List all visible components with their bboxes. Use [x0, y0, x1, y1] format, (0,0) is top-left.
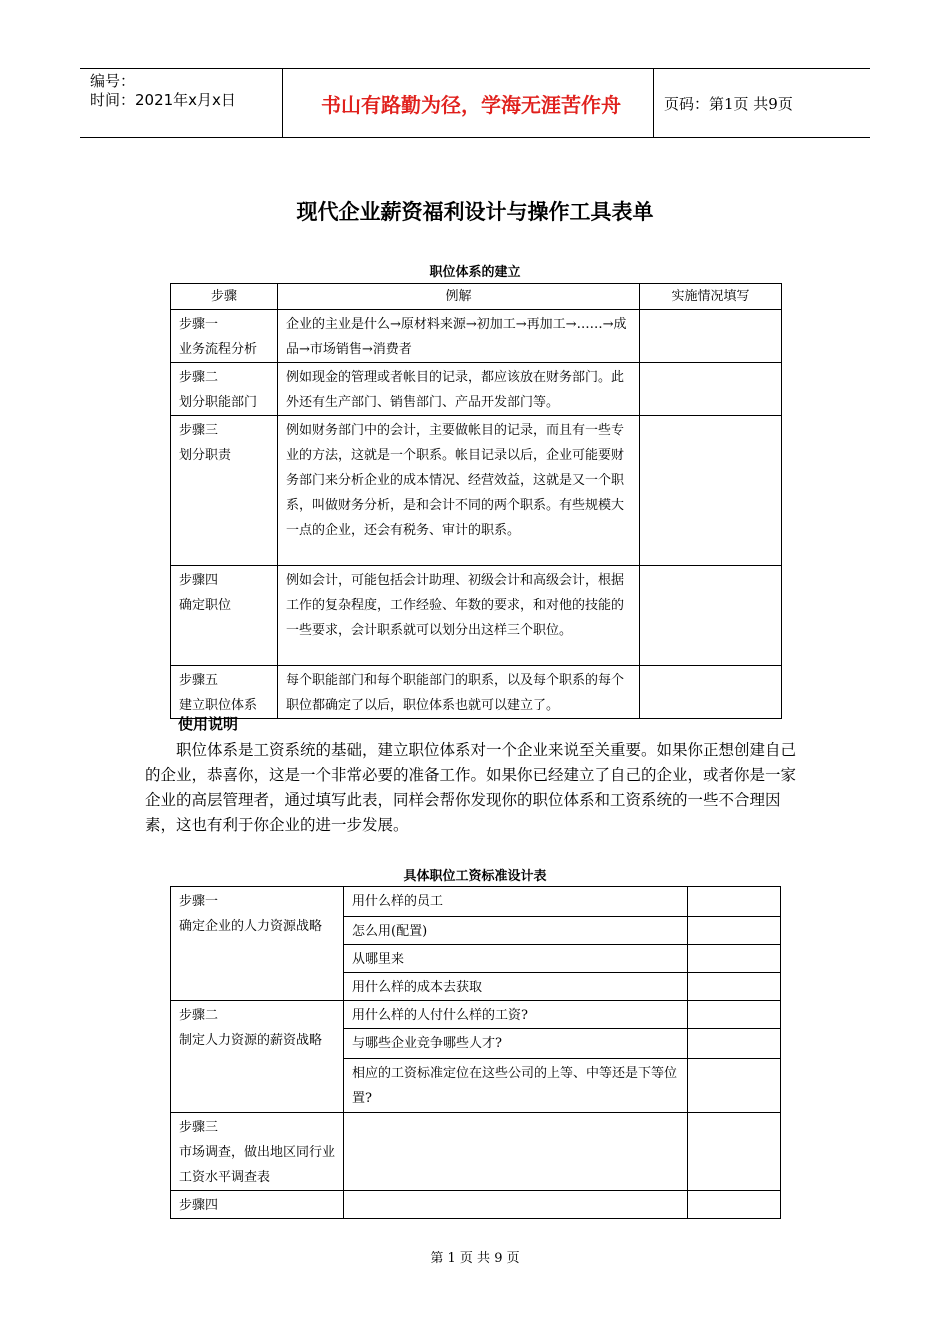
fill-cell[interactable] [688, 1059, 781, 1113]
fill-cell[interactable] [640, 566, 782, 666]
step-description: 确定企业的人力资源战略 [179, 919, 323, 934]
step-description: 划分职能部门 [179, 395, 258, 410]
item-cell: 用什么样的员工 [344, 887, 688, 917]
table-row [171, 1113, 781, 1191]
fill-cell[interactable] [688, 945, 781, 973]
example-cell: 例如财务部门中的会计，主要做帐目的记录，而且有一些专业的方法，这就是一个职系。帐目记录以后，企业可能要财务部门来分析企业的成本情况、经营效益，这就是又一个职系，叫做财务分析，是和会计不同的两个职系。有些规模大一点的企业，还会有税务、审计的职系。 [278, 416, 640, 566]
column-header-fill: 实施情况填写 [640, 284, 782, 310]
step-label: 步骤一 [179, 317, 219, 332]
item-cell [344, 1191, 688, 1219]
table-row [171, 666, 782, 719]
example-cell: 企业的主业是什么→原材料来源→初加工→再加工→……→成品→市场销售→消费者 [278, 310, 640, 363]
step-description: 业务流程分析 [179, 342, 258, 357]
fill-cell[interactable] [688, 1191, 781, 1219]
header-page-info: 页码：第1页 共9页 [664, 95, 793, 113]
item-cell [344, 1113, 688, 1191]
step-cell [171, 566, 278, 666]
step-label: 步骤四 [179, 573, 219, 588]
example-cell: 例如会计，可能包括会计助理、初级会计和高级会计，根据工作的复杂程度，工作经验、年数的要求，和对他的技能的一些要求，会计职系就可以划分出这样三个职位。 [278, 566, 640, 666]
fill-cell[interactable] [640, 310, 782, 363]
page-header [80, 68, 870, 138]
item-cell: 用什么样的人付什么样的工资? [344, 1001, 688, 1029]
step-description: 市场调查，做出地区同行业工资水平调查表 [179, 1145, 336, 1185]
step-label: 步骤三 [179, 423, 219, 438]
example-cell: 每个职能部门和每个职能部门的职系，以及每个职系的每个职位都确定了以后，职位体系也就可以建立了。 [278, 666, 640, 719]
step-cell [171, 310, 278, 363]
usage-heading: 使用说明 [178, 715, 239, 733]
step-label: 步骤三 [179, 1120, 219, 1135]
step-description: 建立职位体系 [179, 698, 258, 713]
salary-standard-table [170, 886, 781, 1219]
column-header-step: 步骤 [171, 284, 278, 310]
fill-cell[interactable] [688, 1001, 781, 1029]
column-header-example: 例解 [278, 284, 640, 310]
table2-caption: 具体职位工资标准设计表 [403, 869, 547, 884]
item-cell: 怎么用(配置) [344, 917, 688, 945]
usage-paragraph: 职位体系是工资系统的基础，建立职位体系对一个企业来说至关重要。如果你正想创建自己的企业，恭喜你，这是一个非常必要的准备工作。如果你已经建立了自己的企业，或者你是一家企业的高层管理者，通过填写此表，同样会帮你发现你的职位体系和工资系统的一些不合理因素，这也有利于你企业的进一步发展。 [145, 741, 797, 834]
item-cell: 相应的工资标准定位在这些公司的上等、中等还是下等位置? [344, 1059, 688, 1113]
step-cell [171, 887, 344, 1001]
step-label: 步骤二 [179, 1008, 219, 1023]
table-row [171, 1191, 781, 1219]
fill-cell[interactable] [640, 666, 782, 719]
fill-cell[interactable] [688, 887, 781, 917]
item-cell: 从哪里来 [344, 945, 688, 973]
step-cell [171, 1001, 344, 1113]
fill-cell[interactable] [640, 363, 782, 416]
document-title: 现代企业薪资福利设计与操作工具表单 [296, 200, 654, 224]
table-row [171, 310, 782, 363]
fill-cell[interactable] [688, 917, 781, 945]
step-description: 制定人力资源的薪资战略 [179, 1033, 323, 1048]
header-motto-cell [282, 69, 654, 137]
step-cell [171, 416, 278, 566]
table-row [171, 566, 782, 666]
table1-caption: 职位体系的建立 [429, 265, 521, 280]
header-number: 编号： [90, 72, 136, 90]
item-cell: 用什么样的成本去获取 [344, 973, 688, 1001]
step-label: 步骤二 [179, 370, 219, 385]
example-cell: 例如现金的管理或者帐目的记录，都应该放在财务部门。此外还有生产部门、销售部门、产品开发部门等。 [278, 363, 640, 416]
header-time: 时间：2021年x月x日 [90, 91, 236, 109]
step-label: 步骤五 [179, 673, 219, 688]
step-cell [171, 363, 278, 416]
fill-cell[interactable] [688, 1113, 781, 1191]
header-motto: 书山有路勤为径，学海无涯苦作舟 [321, 92, 621, 117]
fill-cell[interactable] [640, 416, 782, 566]
header-meta [80, 69, 282, 137]
step-cell [171, 1113, 344, 1191]
table-row [171, 363, 782, 416]
step-description: 确定职位 [179, 598, 232, 613]
step-cell [171, 666, 278, 719]
fill-cell[interactable] [688, 1029, 781, 1059]
step-label: 步骤四 [179, 1198, 219, 1213]
table-row [171, 1001, 781, 1029]
table-header-row [171, 284, 782, 310]
table-row [171, 416, 782, 566]
step-label: 步骤一 [179, 894, 219, 909]
fill-cell[interactable] [688, 973, 781, 1001]
table-row [171, 887, 781, 917]
page-footer: 第 1 页 共 9 页 [430, 1251, 520, 1266]
step-description: 划分职责 [179, 448, 232, 463]
step-cell [171, 1191, 344, 1219]
position-system-table [170, 283, 782, 719]
item-cell: 与哪些企业竞争哪些人才? [344, 1029, 688, 1059]
